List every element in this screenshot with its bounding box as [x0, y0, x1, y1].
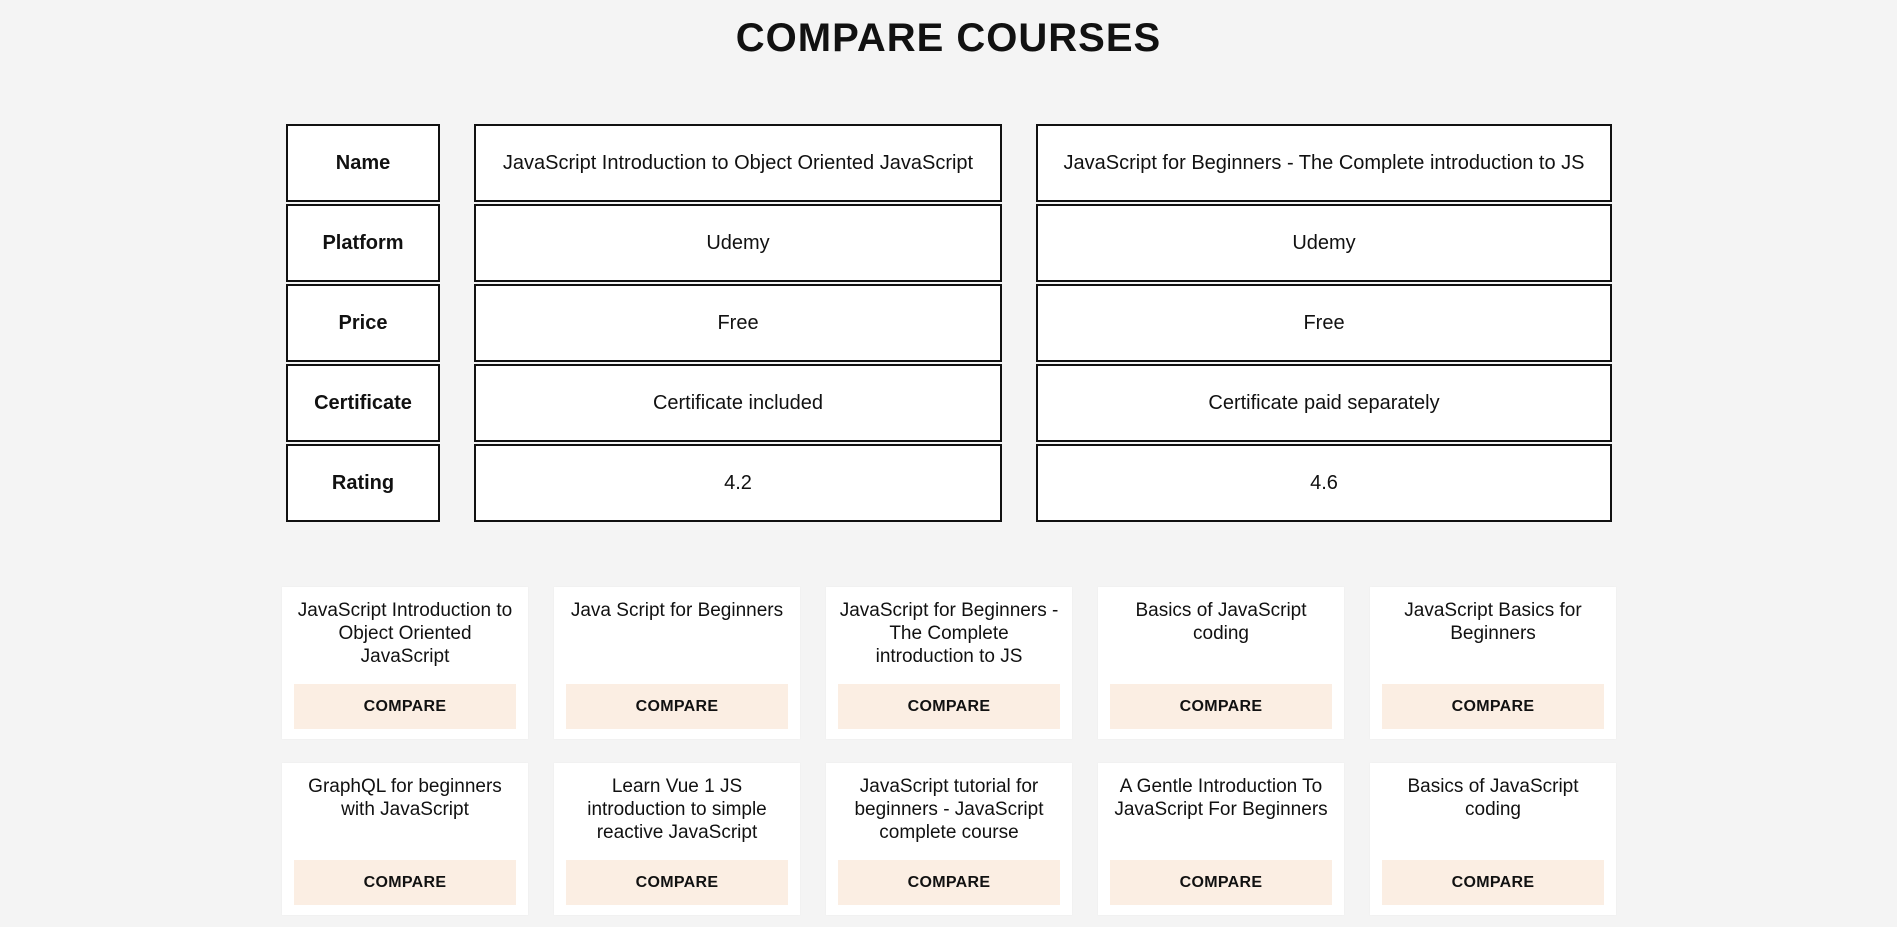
course-card: [826, 763, 1072, 915]
course-title: Basics of JavaScript coding: [1135, 600, 1307, 644]
course-card: [554, 587, 800, 739]
course-title: GraphQL for beginners with JavaScript: [308, 776, 502, 820]
compare-button[interactable]: COMPARE: [566, 684, 788, 729]
compare-button[interactable]: COMPARE: [1110, 860, 1332, 905]
course-card: [1098, 587, 1344, 739]
comparison-table: [286, 124, 1612, 524]
row-label: Rating: [286, 444, 440, 522]
course2-value: JavaScript for Beginners - The Complete introduction to JS: [1036, 124, 1612, 202]
course-card-grid: [282, 587, 1618, 915]
comparison-row-certificate: [286, 364, 1612, 440]
compare-button[interactable]: COMPARE: [1382, 860, 1604, 905]
course1-value: Certificate included: [474, 364, 1002, 442]
course2-value: 4.6: [1036, 444, 1612, 522]
course-title: JavaScript for Beginners - The Complete introduction to JS: [839, 600, 1059, 667]
compare-button[interactable]: COMPARE: [838, 684, 1060, 729]
course-card: [282, 763, 528, 915]
compare-button[interactable]: COMPARE: [294, 860, 516, 905]
compare-button[interactable]: COMPARE: [838, 860, 1060, 905]
course2-value: Certificate paid separately: [1036, 364, 1612, 442]
compare-button[interactable]: COMPARE: [1110, 684, 1332, 729]
course-title: Java Script for Beginners: [570, 600, 784, 621]
comparison-row-platform: [286, 204, 1612, 280]
row-label: Price: [286, 284, 440, 362]
course-title: JavaScript Introduction to Object Oriented JavaScript: [297, 600, 513, 667]
comparison-row-rating: [286, 444, 1612, 520]
course-card: [826, 587, 1072, 739]
course2-value: Udemy: [1036, 204, 1612, 282]
course1-value: 4.2: [474, 444, 1002, 522]
course1-value: JavaScript Introduction to Object Oriented JavaScript: [474, 124, 1002, 202]
course-card: [1370, 587, 1616, 739]
course-title: Learn Vue 1 JS introduction to simple reactive JavaScript: [587, 776, 767, 843]
course-card: [282, 587, 528, 739]
course-title: A Gentle Introduction To JavaScript For Beginners: [1114, 776, 1328, 820]
row-label: Name: [286, 124, 440, 202]
page-title: COMPARE COURSES: [735, 16, 1162, 60]
course-card: [1370, 763, 1616, 915]
course1-value: Free: [474, 284, 1002, 362]
course-card: [1098, 763, 1344, 915]
course-card: [554, 763, 800, 915]
comparison-row-name: [286, 124, 1612, 200]
course2-value: Free: [1036, 284, 1612, 362]
compare-button[interactable]: COMPARE: [1382, 684, 1604, 729]
row-label: Certificate: [286, 364, 440, 442]
course-title: JavaScript tutorial for beginners - JavaScript complete course: [854, 776, 1044, 843]
compare-button[interactable]: COMPARE: [566, 860, 788, 905]
row-label: Platform: [286, 204, 440, 282]
course-title: JavaScript Basics for Beginners: [1404, 600, 1582, 644]
course1-value: Udemy: [474, 204, 1002, 282]
comparison-row-price: [286, 284, 1612, 360]
course-title: Basics of JavaScript coding: [1407, 776, 1579, 820]
compare-button[interactable]: COMPARE: [294, 684, 516, 729]
